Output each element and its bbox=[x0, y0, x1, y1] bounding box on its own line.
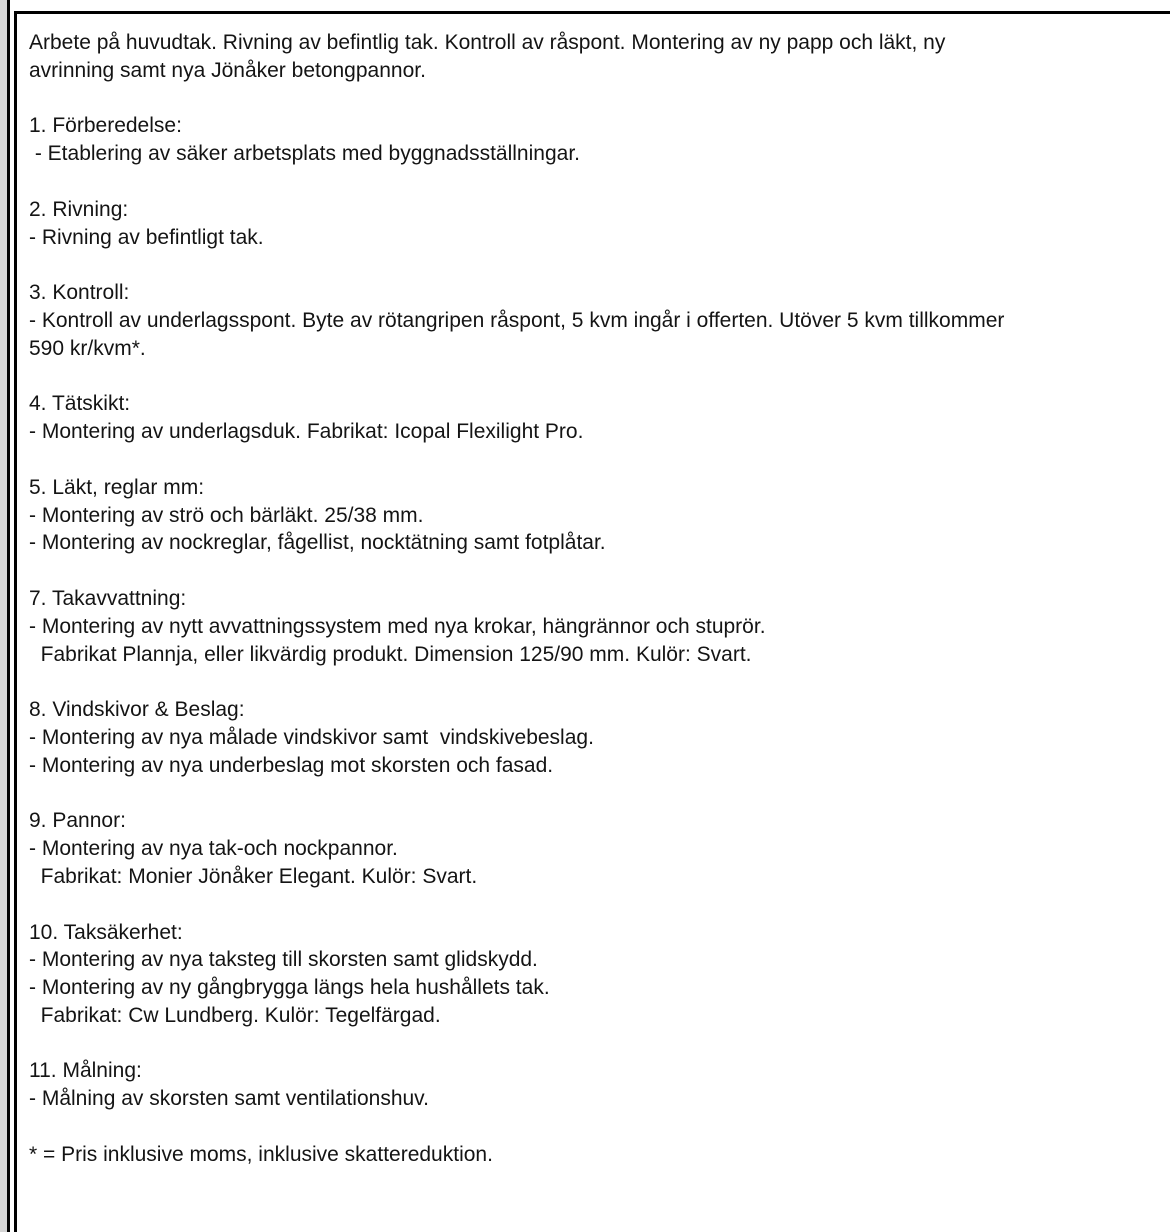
document-border-box bbox=[14, 11, 1170, 1232]
text-line: 590 kr/kvm*. bbox=[29, 336, 146, 360]
text-line: avrinning samt nya Jönåker betongpannor. bbox=[29, 58, 426, 82]
text-line: Arbete på huvudtak. Rivning av befintlig tak. Kontroll av råspont. Montering av ny papp och läkt, ny bbox=[29, 31, 946, 54]
text-line: 8. Vindskivor & Beslag: bbox=[29, 698, 245, 722]
intro-paragraph bbox=[29, 29, 1170, 85]
text-line: 2. Rivning: bbox=[29, 197, 129, 221]
left-vertical-rule bbox=[7, 0, 10, 1232]
text-line: - Montering av ny gångbrygga längs hela hushållets tak. bbox=[29, 976, 550, 1000]
text-line: Fabrikat: Cw Lundberg. Kulör: Tegelfärgad. bbox=[29, 1003, 441, 1027]
text-line: 3. Kontroll: bbox=[29, 281, 130, 305]
section-block bbox=[29, 390, 1170, 446]
text-line: - Montering av nya målade vindskivor samt vindskivebeslag. bbox=[29, 725, 594, 749]
text-line: - Montering av nockreglar, fågellist, nocktätning samt fotplåtar. bbox=[29, 531, 606, 555]
section-block bbox=[29, 696, 1170, 779]
text-line: * = Pris inklusive moms, inklusive skattereduktion. bbox=[29, 1142, 493, 1166]
text-line: - Montering av nya taksteg till skorsten samt glidskydd. bbox=[29, 948, 538, 972]
text-line: - Rivning av befintligt tak. bbox=[29, 225, 264, 249]
left-gutter-strip bbox=[0, 0, 7, 1232]
section-block bbox=[29, 919, 1170, 1030]
text-line: 4. Tätskikt: bbox=[29, 392, 131, 416]
text-line: - Montering av nya tak-och nockpannor. bbox=[29, 837, 398, 861]
text-line: - Montering av nytt avvattningssystem med nya krokar, hängrännor och stuprör. bbox=[29, 614, 766, 638]
text-line: - Kontroll av underlagsspont. Byte av rötangripen råspont, 5 kvm ingår i offerten. Utöver 5 kvm tillkommer bbox=[29, 308, 1005, 332]
text-line: - Montering av strö och bärläkt. 25/38 mm. bbox=[29, 503, 424, 527]
text-line: - Målning av skorsten samt ventilationshuv. bbox=[29, 1087, 429, 1111]
section-block bbox=[29, 474, 1170, 557]
text-line: 5. Läkt, reglar mm: bbox=[29, 475, 205, 499]
text-line: 7. Takavvattning: bbox=[29, 586, 187, 610]
section-block bbox=[29, 196, 1170, 252]
section-block bbox=[29, 112, 1170, 168]
section-block bbox=[29, 1057, 1170, 1113]
section-block bbox=[29, 585, 1170, 668]
text-line: 10. Taksäkerhet: bbox=[29, 920, 183, 944]
text-line: 9. Pannor: bbox=[29, 809, 126, 833]
footnote-paragraph bbox=[29, 1141, 1170, 1169]
section-block bbox=[29, 807, 1170, 890]
section-block bbox=[29, 279, 1170, 362]
text-line: 1. Förberedelse: bbox=[29, 114, 182, 138]
text-line: 11. Målning: bbox=[29, 1059, 142, 1083]
text-line: - Etablering av säker arbetsplats med byggnadsställningar. bbox=[29, 142, 580, 166]
text-line: Fabrikat: Monier Jönåker Elegant. Kulör: Svart. bbox=[29, 864, 478, 888]
text-line: Fabrikat Plannja, eller likvärdig produkt. Dimension 125/90 mm. Kulör: Svart. bbox=[29, 642, 752, 666]
text-line: - Montering av underlagsduk. Fabrikat: Icopal Flexilight Pro. bbox=[29, 420, 584, 444]
document-text bbox=[17, 14, 1170, 1169]
text-line: - Montering av nya underbeslag mot skorsten och fasad. bbox=[29, 753, 554, 777]
